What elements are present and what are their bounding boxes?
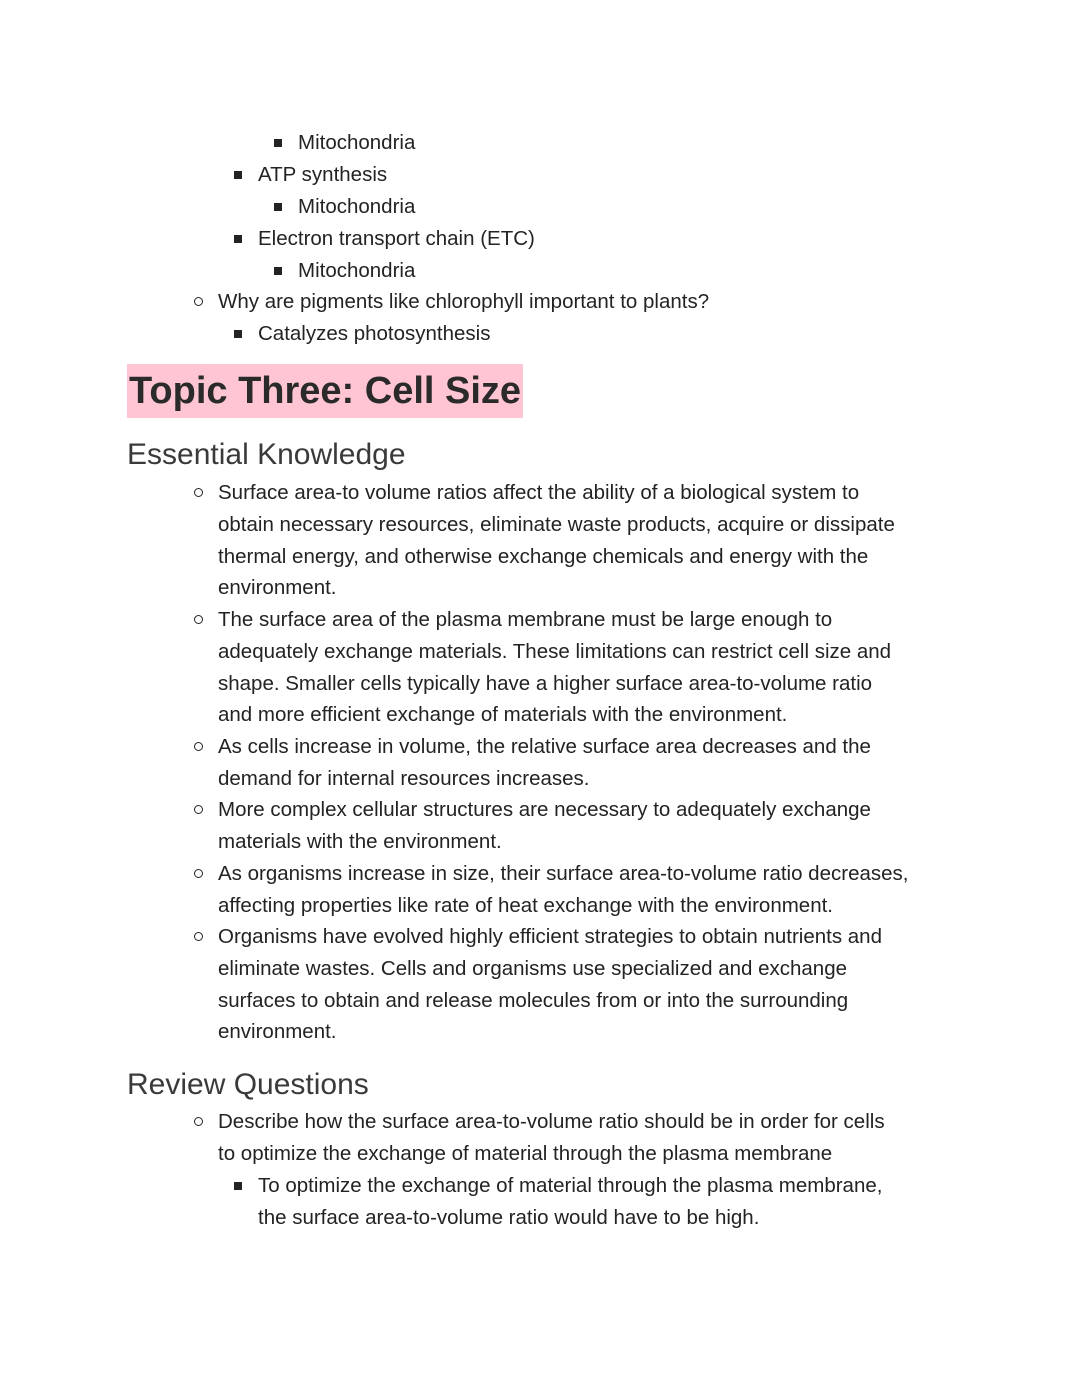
square-bullet-icon — [234, 235, 242, 243]
list-item: As organisms increase in size, their surface area-to-volume ratio decreases, affecting properties like rate of heat exchange with the environment. — [218, 862, 909, 917]
section-heading-review-questions: Review Questions — [127, 1068, 369, 1101]
square-bullet-icon — [234, 171, 242, 179]
list-item: More complex cellular structures are necessary to adequately exchange materials with the environment. — [218, 798, 871, 853]
list-item: ATP synthesis — [258, 163, 388, 186]
list-item: To optimize the exchange of material through the plasma membrane, the surface area-to-volume ratio would have to be high. — [258, 1174, 883, 1229]
list-item: Mitochondria — [298, 195, 416, 218]
list-item: Describe how the surface area-to-volume ratio should be in order for cells to optimize the exchange of material through the plasma membrane — [218, 1110, 885, 1165]
circle-bullet-icon — [194, 742, 203, 751]
list-item: Catalyzes photosynthesis — [258, 322, 491, 345]
square-bullet-icon — [274, 139, 282, 147]
square-bullet-icon — [234, 1182, 242, 1190]
list-item: Why are pigments like chlorophyll important to plants? — [218, 290, 710, 313]
list-item: Surface area-to volume ratios affect the ability of a biological system to obtain necessary resources, eliminate waste products, acquire or dissipate thermal energy, and otherwise exchange chemicals and energy with the environment. — [218, 481, 895, 600]
circle-bullet-icon — [194, 1117, 203, 1126]
square-bullet-icon — [274, 267, 282, 275]
circle-bullet-icon — [194, 297, 203, 306]
circle-bullet-icon — [194, 869, 203, 878]
topic-title: Topic Three: Cell Size — [127, 364, 523, 418]
square-bullet-icon — [234, 330, 242, 338]
list-item: As cells increase in volume, the relative surface area decreases and the demand for internal resources increases. — [218, 735, 871, 790]
list-item: Electron transport chain (ETC) — [258, 227, 535, 250]
circle-bullet-icon — [194, 488, 203, 497]
circle-bullet-icon — [194, 932, 203, 941]
list-item: Mitochondria — [298, 259, 416, 282]
section-heading-essential-knowledge: Essential Knowledge — [127, 438, 406, 471]
square-bullet-icon — [274, 203, 282, 211]
list-item: Organisms have evolved highly efficient strategies to obtain nutrients and eliminate wastes. Cells and organisms use specialized and exchange surfaces to obtain and release molecules from or into the surrounding environment. — [218, 925, 882, 1044]
list-item: The surface area of the plasma membrane must be large enough to adequately exchange materials. These limitations can restrict cell size and shape. Smaller cells typically have a higher surface area-to-volume ratio and more efficient exchange of materials with the environment. — [218, 608, 892, 727]
list-item: Mitochondria — [298, 131, 416, 154]
circle-bullet-icon — [194, 805, 203, 814]
circle-bullet-icon — [194, 615, 203, 624]
